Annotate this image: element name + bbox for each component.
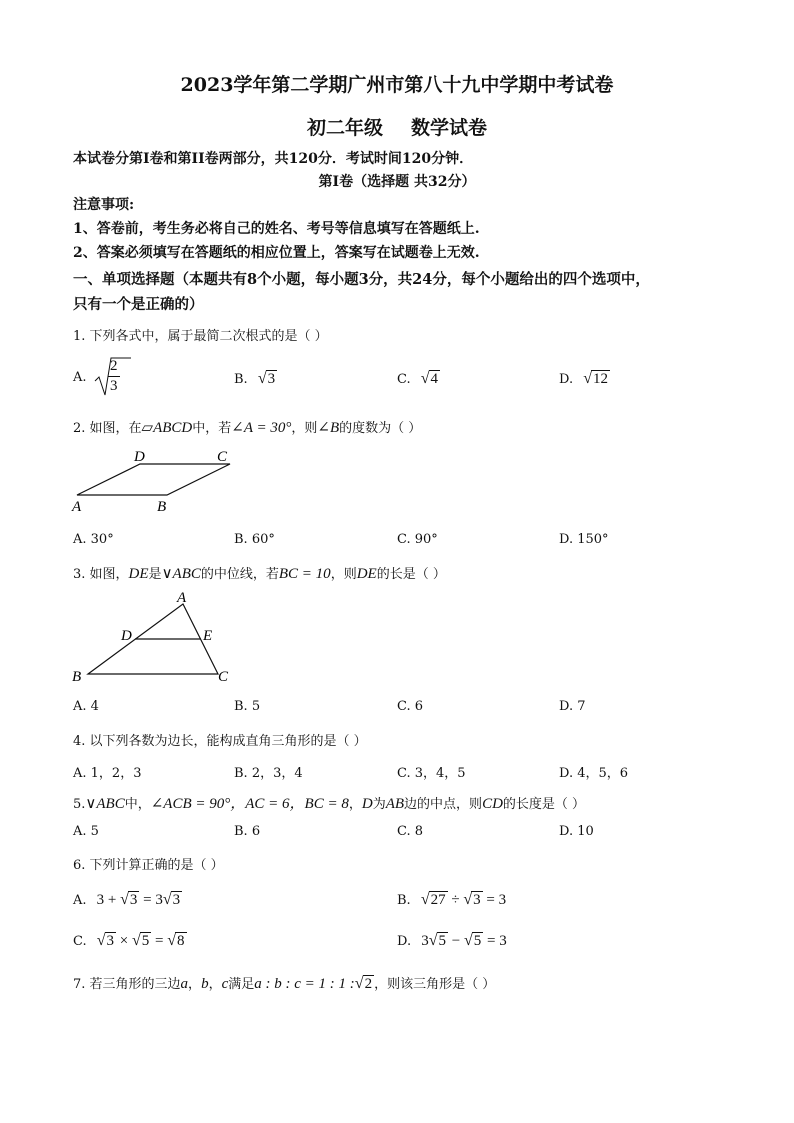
section1-heading-line1: 一、单项选择题（本题共有8个小题，每小题3分，共24分，每个小题给出的四个选项中， xyxy=(73,271,650,288)
q6-option-c: C. √3 × √5 = √8 xyxy=(73,932,185,949)
q3-text: 是 xyxy=(148,567,162,582)
q2-angle: ∠B xyxy=(317,420,340,436)
q5-conditions: ∠ACB = 90°，AC = 6，BC = 8 xyxy=(150,796,349,812)
q7-stem: 7. 若三角形的三边a，b，c满足a : b : c = 1 : 1 :√2 ，则该三角形是（ ） xyxy=(73,975,496,992)
q7-side-a: a xyxy=(180,976,189,992)
note-item-2: 2、答案必须填写在答题纸的相应位置上，答案写在试题卷上无效. xyxy=(73,245,480,261)
q2-option-b: B. 60° xyxy=(234,532,275,547)
q7-text: ，则该三角形是（ ） xyxy=(374,977,496,992)
exam-subtitle xyxy=(0,113,794,140)
q1-option-c-value: 4 xyxy=(430,371,439,387)
q2-option-d: D. 150° xyxy=(559,532,609,547)
q5-text: 边的中点，则 xyxy=(404,797,483,812)
q1-option-b-value: 3 xyxy=(267,371,276,387)
q1-option-a-label: A. xyxy=(73,370,87,385)
q6-option-b-label: B. xyxy=(397,893,411,908)
section1-heading-line2: 只有一个是正确的） xyxy=(73,296,204,313)
vertex-label-e: E xyxy=(203,628,213,644)
q3-text: 3. 如图， xyxy=(73,567,129,582)
q3-text: 的中位线，若 xyxy=(200,567,279,582)
q2-condition: ∠A = 30° xyxy=(231,420,292,436)
q3-text: ，则 xyxy=(330,567,357,582)
q6-option-b: B. √27 ÷ √3 = 3 xyxy=(397,891,507,908)
q3-option-d: D. 7 xyxy=(559,699,586,714)
q7-ratio-radicand: 2 xyxy=(364,976,373,992)
radical-sign: √ xyxy=(583,370,593,387)
parallelogram-shape xyxy=(77,464,230,495)
q2-option-a: A. 30° xyxy=(73,532,114,547)
q1-option-b xyxy=(234,370,277,388)
q6-option-d-label: D. xyxy=(397,934,412,949)
q2-text: 的度数为（ ） xyxy=(339,421,422,436)
vertex-label-c: C xyxy=(217,449,228,465)
q2-stem xyxy=(73,417,421,437)
q1-option-d xyxy=(559,370,610,388)
q5-option-c: C. 8 xyxy=(397,824,424,839)
q3-text: 的长是（ ） xyxy=(376,567,446,582)
q5-option-a: A. 5 xyxy=(73,824,99,839)
q1-option-c-label: C. xyxy=(397,372,411,387)
q1-option-a-denominator: 3 xyxy=(110,378,118,394)
note-item-1: 1、答卷前，考生务必将自己的姓名、考号等信息填写在答题纸上. xyxy=(73,221,480,237)
vertex-label-a: A xyxy=(177,590,187,606)
q3-segment: DE xyxy=(128,566,149,582)
q5-text: 的长度是（ ） xyxy=(502,797,586,812)
q3-option-a: A. 4 xyxy=(73,699,99,714)
q3-option-c: C. 6 xyxy=(397,699,424,714)
q7-side-c: c xyxy=(221,976,229,992)
q4-option-b: B. 2，3，4 xyxy=(234,766,303,781)
q6-option-a-label: A. xyxy=(73,893,87,908)
q4-option-c: C. 3，4，5 xyxy=(397,766,466,781)
part1-title: 第I卷（选择题 共32分） xyxy=(318,174,476,190)
q2-parallelogram-figure xyxy=(70,445,240,515)
vertex-label-b: B xyxy=(72,669,82,685)
q1-option-b-label: B. xyxy=(234,372,248,387)
q2-text: 中，若 xyxy=(192,421,232,436)
q3-triangle-figure xyxy=(68,587,243,687)
q5-text: 5. xyxy=(73,797,86,812)
q7-ratio: a : b : c = 1 : 1 : xyxy=(254,976,355,992)
q6-stem: 6. 下列计算正确的是（ ） xyxy=(73,858,224,873)
q2-text: 2. 如图，在 xyxy=(73,421,142,436)
q3-option-b: B. 5 xyxy=(234,699,261,714)
q3-segment: DE xyxy=(356,566,377,582)
q1-option-c xyxy=(397,370,440,388)
vertex-label-d: D xyxy=(134,449,145,465)
q2-option-c: C. 90° xyxy=(397,532,438,547)
radical-sign: √ xyxy=(257,370,267,387)
q2-shape: ▱ABCD xyxy=(141,420,193,436)
q5-option-b: B. 6 xyxy=(234,824,261,839)
q5-triangle: ∨ABC xyxy=(85,796,125,812)
q1-option-a-numerator: 2 xyxy=(110,358,118,374)
q3-triangle: ∨ABC xyxy=(161,566,201,582)
q5-option-d: D. 10 xyxy=(559,824,594,839)
q1-option-d-label: D. xyxy=(559,372,574,387)
q5-segment-ab: AB xyxy=(385,796,405,812)
radical-sign: √ xyxy=(420,370,430,387)
q4-option-d: D. 4，5，6 xyxy=(559,766,629,781)
subject-label: 数学试卷 xyxy=(411,117,488,139)
q5-segment-cd: CD xyxy=(482,796,503,812)
exam-title: 2023学年第二学期广州市第八十九中学期中考试卷 xyxy=(180,74,614,96)
notes-heading: 注意事项: xyxy=(73,197,135,213)
vertex-label-a: A xyxy=(72,499,82,515)
q6-option-c-label: C. xyxy=(73,934,87,949)
q7-text: 满足 xyxy=(228,977,255,992)
vertex-label-b: B xyxy=(157,499,167,515)
q1-option-d-value: 12 xyxy=(593,371,609,387)
intro-text: 本试卷分第I卷和第II卷两部分，共120分．考试时间120分钟． xyxy=(73,151,474,167)
q4-option-a: A. 1，2，3 xyxy=(73,766,142,781)
q1-stem: 1. 下列各式中，属于最简二次根式的是（ ） xyxy=(73,329,328,344)
q2-text: ，则 xyxy=(291,421,318,436)
q5-point-d: D xyxy=(361,796,373,812)
q5-text: 为 xyxy=(372,797,386,812)
q6-option-a: A. 3 + √3 = 3√3 xyxy=(73,891,181,908)
q4-stem: 4. 以下列各数为边长，能构成直角三角形的是（ ） xyxy=(73,734,367,749)
vertex-label-d: D xyxy=(121,628,132,644)
q5-stem xyxy=(73,792,585,813)
q7-side-b: b xyxy=(201,976,209,992)
vertex-label-c: C xyxy=(218,669,229,685)
q6-option-d: D. 3√5 − √5 = 3 xyxy=(397,932,507,949)
q5-text: ， xyxy=(348,797,362,812)
q3-stem xyxy=(73,563,446,583)
q1-option-a-fraction-bar xyxy=(108,376,120,377)
q5-text: 中， xyxy=(124,797,151,812)
q3-condition: BC = 10 xyxy=(278,566,331,582)
q7-text: 7. 若三角形的三边 xyxy=(73,977,181,992)
grade-label: 初二年级 xyxy=(306,117,383,139)
